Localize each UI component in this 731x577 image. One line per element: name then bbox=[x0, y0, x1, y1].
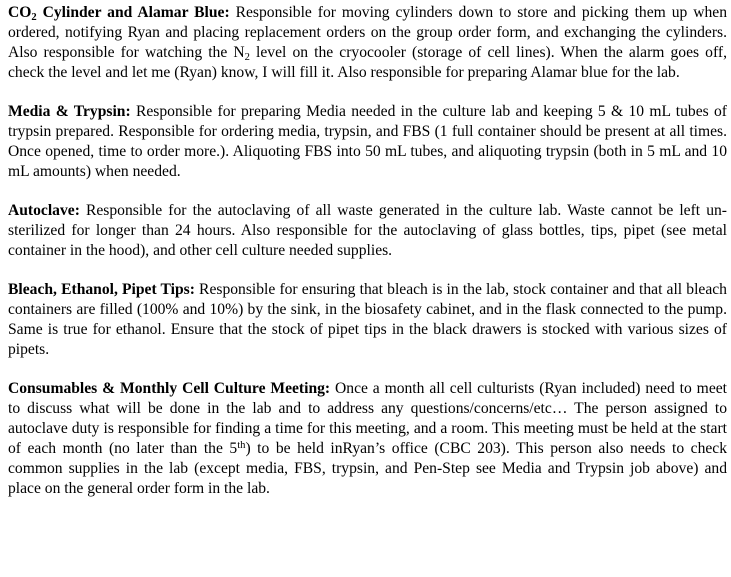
section-bleach-ethanol-pipet bbox=[8, 280, 727, 360]
section-consumables-meeting bbox=[8, 379, 727, 499]
section-heading: $CO_2$ Cylinder and Alamar Blue: bbox=[8, 4, 230, 24]
section-body: Responsible for ensuring that bleach is in the lab, stock container and that all bleach containers are filled (100% and 10%) by the sink, in the biosafety cabinet, and in the flask connected to the pump. Same is true for ethanol. Ensure that the stock of pipet tips in the black drawers is stocked with various sizes of pipets. bbox=[8, 281, 727, 358]
section-body: Responsible for the autoclaving of all waste generated in the culture lab. Waste cannot be left un-sterilized for longer than 24 hours. Also responsible for the autoclaving of glass bottles, tips, pipet (see metal container in the hood), and other cell culture needed supplies. bbox=[8, 202, 727, 259]
section-autoclave bbox=[8, 201, 727, 261]
section-body: Once a month all cell culturists (Ryan included) need to meet to discuss what will be done in the lab and to address any questions/concerns/etc… The person assigned to autoclave duty is responsible for finding a time for this meeting, and a room. This meeting must be held at the start of each month (no later than the 5th) to be held inRyan’s office (CBC 203). This person also needs to check common supplies in the lab (except media, FBS, trypsin, and Pen-Step see Media and Trypsin job above) and place on the general order form in the lab. bbox=[8, 380, 727, 497]
section-heading: Bleach, Ethanol, Pipet Tips: bbox=[8, 281, 195, 298]
section-body: Responsible for moving cylinders down to store and picking them up when ordered, notifying Ryan and placing replacement orders on the group order form, and exchanging the cylinders. Also responsible for watching the $N_2$ level on the cryocooler (storage of cell lines). When the alarm goes off, check the level and let me (Ryan) know, I will fill it. Also responsible for preparing Alamar blue for the lab. bbox=[8, 4, 728, 81]
section-heading: Media & Trypsin: bbox=[8, 103, 131, 120]
document bbox=[8, 3, 727, 499]
section-co2-alamar bbox=[8, 3, 727, 83]
section-media-trypsin bbox=[8, 102, 727, 182]
section-heading: Autoclave: bbox=[8, 202, 80, 219]
section-body: Responsible for preparing Media needed in the culture lab and keeping 5 & 10 mL tubes of trypsin prepared. Responsible for ordering media, trypsin, and FBS (1 full container should be present at all times. Once opened, time to order more.). Aliquoting FBS into 50 mL tubes, and aliquoting trypsin (both in 5 mL and 10 mL amounts) when needed. bbox=[8, 103, 727, 180]
section-heading: Consumables & Monthly Cell Culture Meeting: bbox=[8, 380, 331, 397]
